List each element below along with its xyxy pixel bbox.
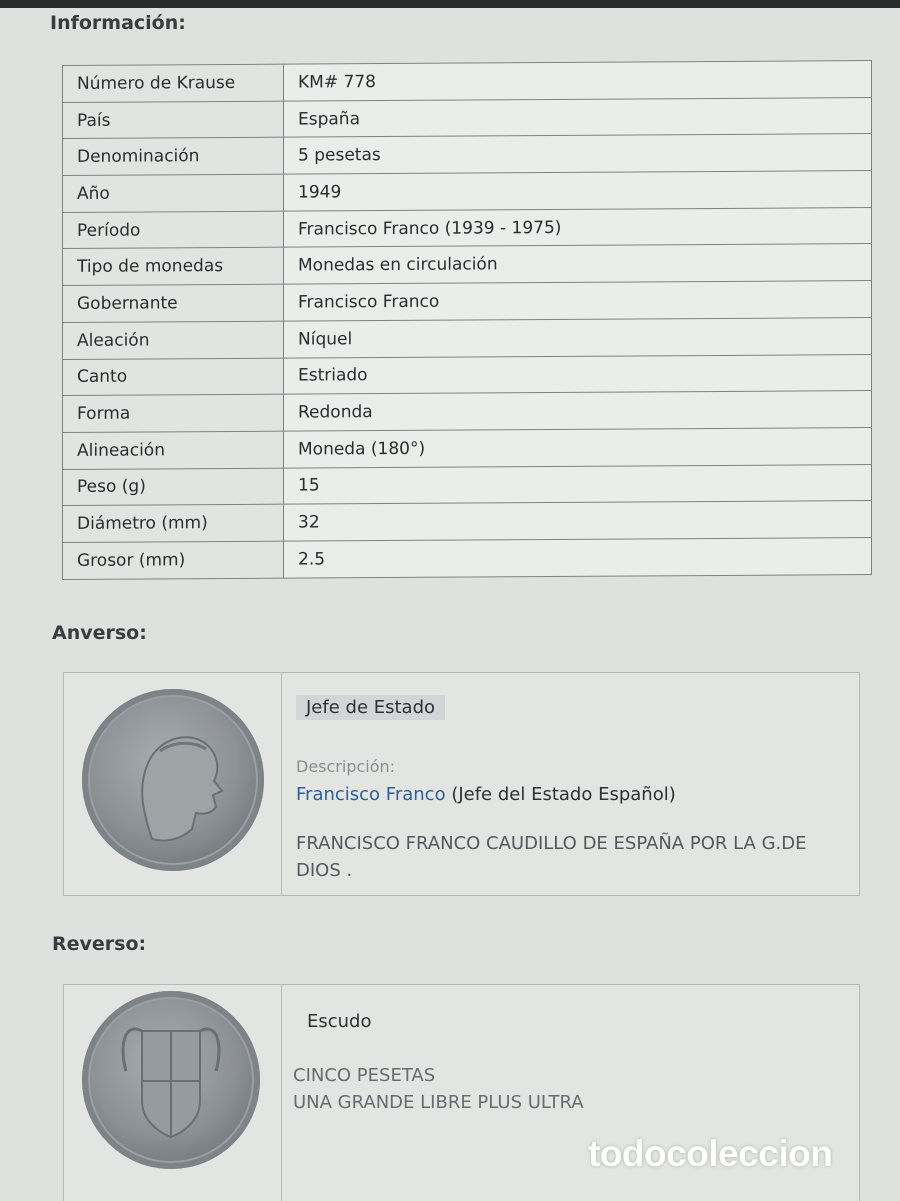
info-label: Forma — [63, 394, 284, 432]
info-row — [63, 281, 872, 323]
reverse-legend-line-1: CINCO PESETAS — [293, 1065, 436, 1086]
info-row — [63, 207, 872, 249]
info-value: 2.5 — [284, 537, 872, 577]
info-value: Redonda — [284, 391, 872, 431]
obverse-legend: FRANCISCO FRANCO CAUDILLO DE ESPAÑA POR LA G.DE DIOS . — [296, 833, 807, 881]
info-row — [63, 537, 872, 579]
info-label: Canto — [63, 358, 284, 396]
description-text: (Jefe del Estado Español) — [445, 784, 676, 805]
obverse-section-title: Anverso: — [52, 622, 147, 644]
info-value: 15 — [284, 464, 872, 504]
obverse-tag: Jefe de Estado — [296, 695, 445, 720]
info-label: Año — [63, 174, 284, 212]
info-value: Francisco Franco (1939 - 1975) — [284, 207, 872, 247]
reverse-image-cell — [64, 985, 282, 1201]
reverse-legend — [293, 1062, 793, 1116]
franco-link[interactable]: Francisco Franco — [296, 784, 446, 805]
info-value: 32 — [284, 501, 872, 541]
obverse-panel — [63, 672, 860, 896]
info-row — [63, 244, 872, 286]
info-value: Estriado — [284, 354, 872, 394]
info-value: Monedas en circulación — [284, 244, 872, 284]
info-value: KM# 778 — [284, 61, 872, 101]
info-value: Níquel — [284, 317, 872, 357]
info-row — [63, 97, 872, 139]
info-value: España — [284, 97, 872, 137]
info-label: Denominación — [63, 138, 284, 176]
info-section-title: Información: — [50, 12, 186, 34]
info-label: Período — [63, 211, 284, 249]
coin-reverse-shield-icon[interactable] — [82, 991, 260, 1169]
info-label: País — [63, 101, 284, 139]
coin-obverse-portrait-icon[interactable] — [82, 689, 264, 871]
info-value: 5 pesetas — [284, 134, 872, 174]
info-row — [63, 61, 872, 103]
info-label: Alineación — [63, 431, 284, 469]
reverse-legend-line-2: UNA GRANDE LIBRE PLUS ULTRA — [293, 1092, 584, 1113]
info-row — [63, 171, 872, 213]
reverse-tag: Escudo — [307, 1011, 372, 1032]
info-row — [63, 464, 872, 506]
info-row — [63, 317, 872, 359]
obverse-image-cell — [64, 673, 282, 895]
info-label: Peso (g) — [63, 468, 284, 506]
reverse-section-title: Reverso: — [52, 933, 147, 955]
info-label: Grosor (mm) — [63, 541, 284, 579]
info-value: Francisco Franco — [284, 281, 872, 321]
info-row — [63, 427, 872, 469]
info-row — [63, 134, 872, 176]
info-row — [63, 501, 872, 543]
info-label: Diámetro (mm) — [63, 504, 284, 542]
description-label: Descripción: — [296, 757, 396, 776]
info-table — [62, 60, 872, 580]
info-label: Número de Krause — [63, 64, 284, 102]
description-line — [296, 784, 676, 805]
info-label: Gobernante — [63, 284, 284, 322]
info-label: Tipo de monedas — [63, 248, 284, 286]
info-label: Aleación — [63, 321, 284, 359]
info-value: Moneda (180°) — [284, 427, 872, 467]
top-bar — [0, 0, 900, 8]
info-value: 1949 — [284, 171, 872, 211]
info-row — [63, 391, 872, 433]
todocoleccion-watermark: todocoleccion — [588, 1133, 833, 1174]
info-row — [63, 354, 872, 396]
